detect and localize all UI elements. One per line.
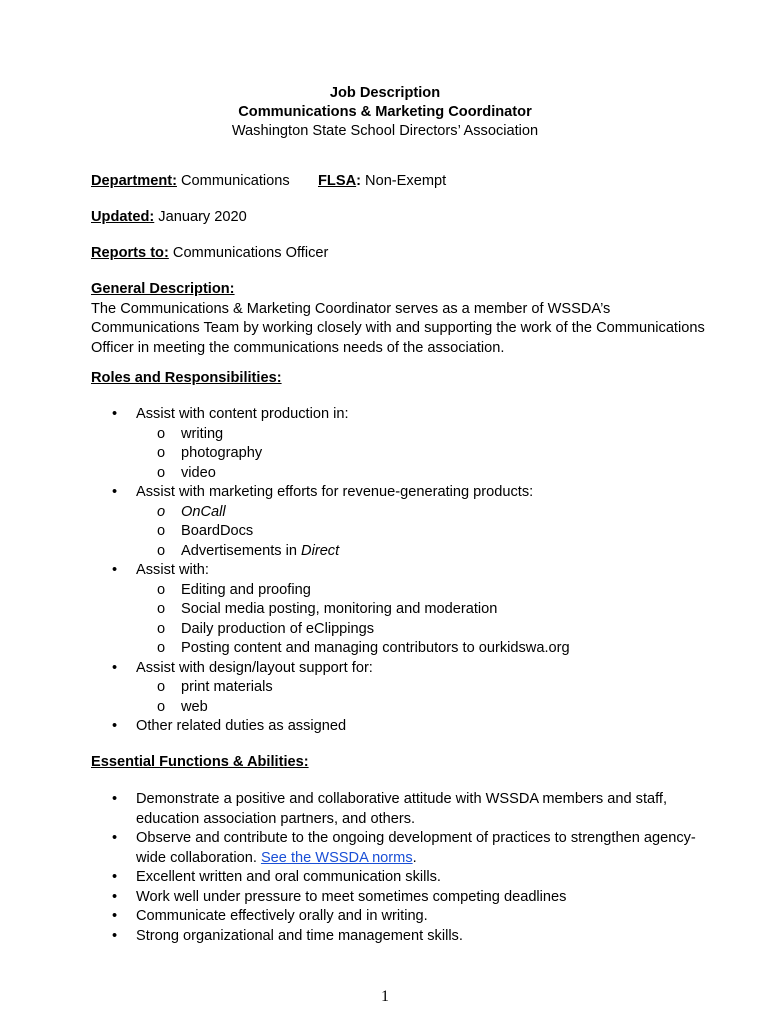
reports-to-row xyxy=(91,244,711,264)
sub-list-item-text: Advertisements in xyxy=(181,542,302,559)
doc-type-title: Job Description xyxy=(329,85,441,101)
roles-heading-row xyxy=(91,369,711,389)
flsa-value: Non-Exempt xyxy=(360,173,447,189)
sub-list-item: o photography xyxy=(136,444,711,464)
wssda-norms-link[interactable]: See the WSSDA norms xyxy=(260,849,413,866)
list-item-text: Assist with content production in: xyxy=(136,406,349,422)
list-item xyxy=(91,405,711,483)
sub-list-item: o video xyxy=(136,464,711,484)
sub-list-item: o OnCall xyxy=(136,503,711,523)
updated-row xyxy=(91,208,711,228)
link-period: . xyxy=(412,849,417,866)
list-item xyxy=(91,659,711,718)
department-label: Department: xyxy=(91,173,177,189)
list-item xyxy=(91,717,711,737)
sub-list-item: o Editing and proofing xyxy=(136,581,711,601)
list-item-text: Assist with: xyxy=(136,562,209,578)
sub-list xyxy=(136,425,711,484)
roles-list xyxy=(91,405,711,737)
sub-list-item: o web xyxy=(136,698,711,718)
essential-heading-row xyxy=(91,753,711,773)
general-description-section xyxy=(91,280,711,358)
list-item xyxy=(91,483,711,561)
list-item: • Work well under pressure to meet sometimes competing deadlines xyxy=(91,888,711,908)
department-value: Communications xyxy=(176,173,290,189)
sub-list-item: o Daily production of eClippings xyxy=(136,620,711,640)
sub-list-item: o Social media posting, monitoring and moderation xyxy=(136,600,711,620)
organization-name: Washington State School Directors’ Association xyxy=(231,123,539,139)
list-item-text: Assist with design/layout support for: xyxy=(136,659,373,676)
list-item: • Strong organizational and time management skills. xyxy=(91,927,711,947)
reports-to-label: Reports to: xyxy=(91,245,169,261)
roles-heading: Roles and Responsibilities: xyxy=(91,370,282,386)
sub-list-item xyxy=(136,542,711,562)
reports-to-value: Communications Officer xyxy=(168,245,329,261)
list-item-text: Assist with marketing efforts for revenue-generating products: xyxy=(136,484,534,500)
general-description-text: The Communications & Marketing Coordinator serves as a member of WSSDA’s Communications Team by working closely with and supporting the work of the Communications Officer in meeting the communications needs of the association. xyxy=(91,300,705,356)
document-header xyxy=(0,84,770,141)
flsa-label: FLSA xyxy=(318,173,357,189)
list-item xyxy=(91,561,711,659)
department-flsa-row xyxy=(91,172,711,192)
sub-list xyxy=(136,581,711,659)
list-item-text: Observe and contribute to the ongoing development of practices to strengthen agency-wide collaboration. xyxy=(136,830,696,866)
list-item-text: Other related duties as assigned xyxy=(136,718,347,734)
direct-publication-name: Direct xyxy=(301,542,340,559)
sub-list-item: o print materials xyxy=(136,678,711,698)
flsa-colon: : xyxy=(356,173,361,189)
essential-heading: Essential Functions & Abilities: xyxy=(91,754,309,770)
list-item: • Demonstrate a positive and collaborative attitude with WSSDA members and staff, education association partners, and others. xyxy=(91,790,711,829)
flsa-field xyxy=(318,172,446,192)
updated-label: Updated: xyxy=(91,209,155,225)
essential-list-section xyxy=(91,790,711,946)
essential-list xyxy=(91,790,711,946)
sub-list xyxy=(136,678,711,717)
general-description-heading: General Description: xyxy=(91,281,235,297)
roles-list-section xyxy=(91,405,711,737)
sub-list-item: o BoardDocs xyxy=(136,522,711,542)
sub-list-item: o Posting content and managing contributors to ourkidswa.org xyxy=(136,639,711,659)
job-title: Communications & Marketing Coordinator xyxy=(238,104,532,120)
sub-list-item: o writing xyxy=(136,425,711,445)
list-item: • Communicate effectively orally and in writing. xyxy=(91,907,711,927)
list-item xyxy=(91,829,711,868)
list-item: • Excellent written and oral communication skills. xyxy=(91,868,711,888)
sub-list xyxy=(136,503,711,562)
updated-value: January 2020 xyxy=(154,209,247,225)
page-number: 1 xyxy=(381,988,389,1005)
